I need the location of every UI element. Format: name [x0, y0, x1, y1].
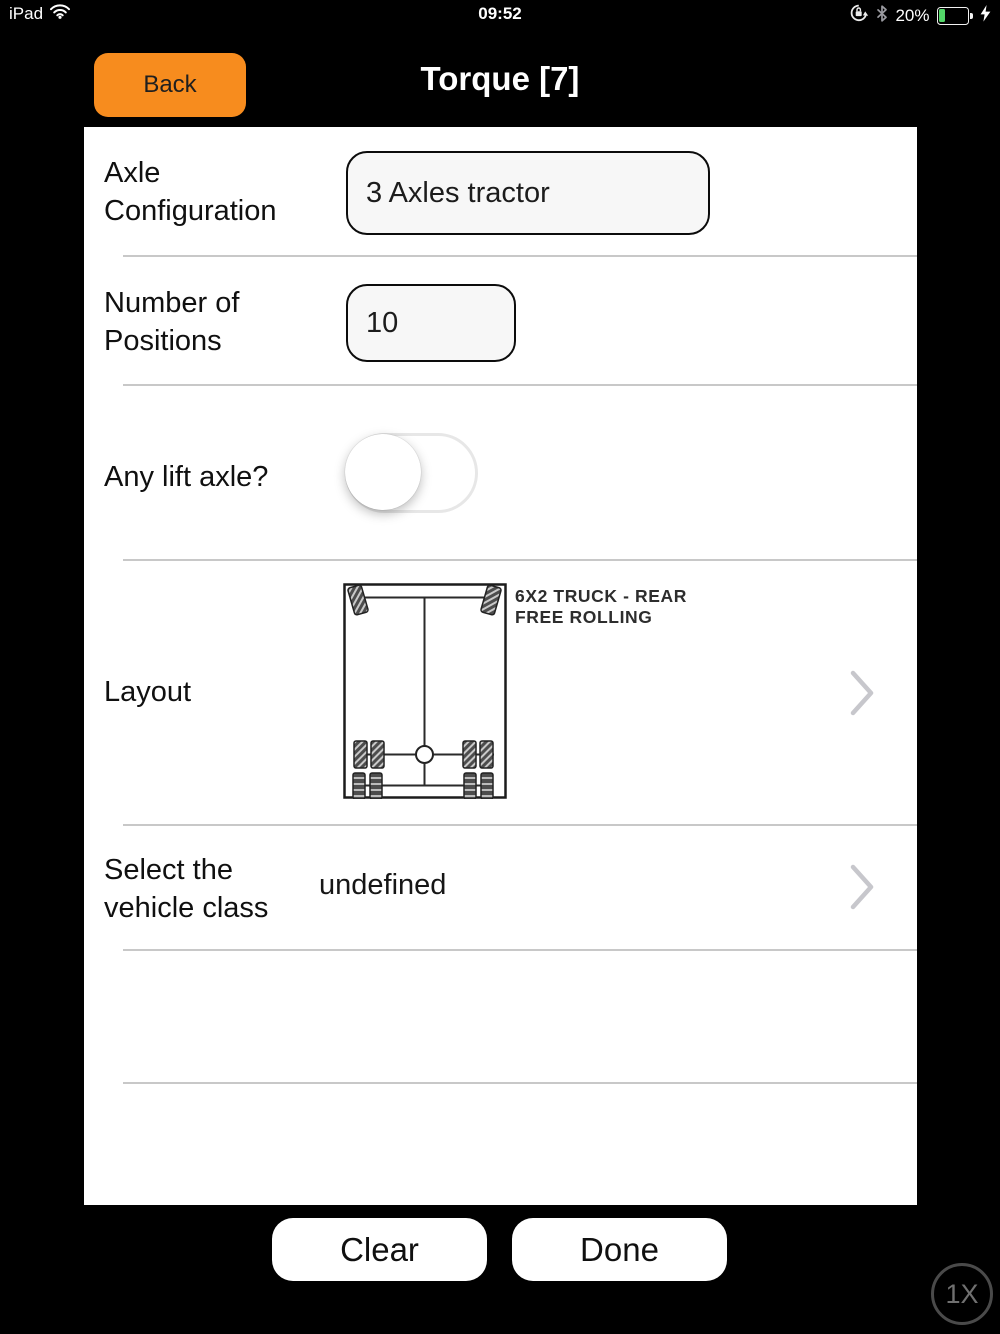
charging-bolt-icon [980, 5, 991, 27]
device-label: iPad [9, 3, 44, 23]
page-title: Torque [7] [420, 60, 580, 97]
chevron-right-icon[interactable] [850, 864, 876, 910]
status-bar [0, 0, 1000, 28]
number-of-positions-input[interactable]: 10 [346, 284, 516, 362]
divider [123, 824, 917, 826]
truck-layout-diagram[interactable] [343, 583, 507, 804]
done-button[interactable]: Done [512, 1218, 727, 1281]
battery-icon [937, 7, 974, 25]
form-panel [84, 127, 917, 1205]
chevron-right-icon[interactable] [850, 670, 876, 716]
divider [123, 949, 917, 951]
back-button[interactable]: Back [94, 53, 246, 117]
divider [123, 384, 917, 386]
axle-configuration-label: Axle Configuration [104, 157, 277, 227]
divider [123, 1082, 917, 1084]
layout-caption: 6X2 TRUCK - REAR FREE ROLLING [515, 586, 687, 627]
divider [123, 559, 917, 561]
lift-axle-label: Any lift axle? [104, 461, 269, 493]
axle-configuration-select[interactable]: 3 Axles tractor [346, 151, 710, 235]
lift-axle-toggle[interactable] [345, 433, 478, 513]
vehicle-class-value[interactable]: undefined [319, 869, 447, 901]
number-of-positions-label: Number of Positions [104, 287, 240, 357]
battery-percent-label: 20% [895, 5, 930, 25]
vehicle-class-label: Select the vehicle class [104, 854, 269, 924]
rotation-lock-icon [849, 3, 869, 28]
bluetooth-icon [876, 5, 888, 27]
toggle-knob [345, 434, 421, 510]
zoom-badge: 1X [931, 1263, 993, 1325]
time-label: 09:52 [478, 4, 522, 23]
clear-button[interactable]: Clear [272, 1218, 487, 1281]
layout-label: Layout [104, 676, 192, 708]
divider [123, 255, 917, 257]
battery-fill [939, 9, 945, 22]
